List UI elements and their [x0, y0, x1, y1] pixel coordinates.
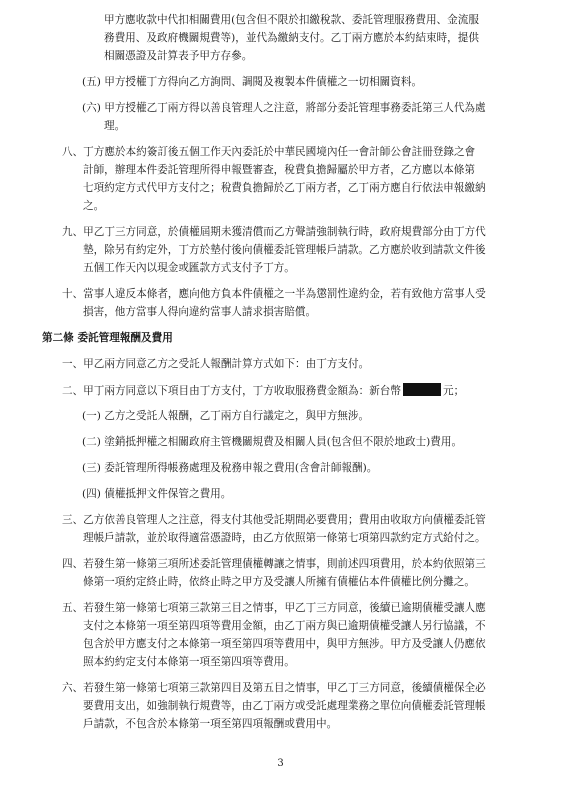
text-line: 之。	[83, 200, 105, 212]
text-line: 三、乙方依善良管理人之注意，得支付其他受託期間必要費用；費用由收取方向債權委託管	[62, 514, 486, 526]
text-line: (五) 甲方授權丁方得向乙方詢問、調閱及複製本件債權之一切相關資料。	[82, 76, 423, 88]
text-line: (四) 債權抵押文件保管之費用。	[82, 488, 232, 500]
text-line: 八、丁方應於本約簽訂後五個工作天內委託於中華民國境內任一會計師公會註冊登錄之會	[62, 146, 476, 158]
text-line: 一、甲乙兩方同意乙方之受託人報酬計算方式如下：由丁方支付。	[62, 358, 370, 370]
text-line: 務費用、及政府機關規費等)，並代為繳納支付。乙丁兩方應於本約結束時，提供	[104, 32, 479, 44]
text-line: 支付之本條第一項至第四項等費用金額，由乙丁兩方與已逾期債權受讓人另行協議，不	[83, 620, 486, 632]
text-line: 照本約約定支付本條第一項至第四項等費用。	[83, 656, 295, 668]
text-line: (一) 乙方之受託人報酬，乙丁兩方自行議定之，與甲方無涉。	[82, 410, 370, 422]
text-line: 計師，辦理本件委託管理所得申報暨審查，稅費負擔歸屬於甲方者，乙方應以本條第	[83, 164, 475, 176]
text-line: 戶請款，不包含於本條第一項至第四項報酬或費用中。	[83, 718, 338, 730]
text-line: 六、若發生第一條第七項第三款第四目及第五目之情事，甲乙丁三方同意，後續債權保全必	[62, 682, 486, 694]
text-fragment: 元；	[443, 385, 465, 397]
redaction-box	[403, 383, 441, 396]
page-number: 3	[277, 758, 284, 769]
text-line: (三) 委託管理所得帳務處理及稅務申報之費用(含會計師報酬)。	[82, 462, 378, 474]
text-line: 七項約定方式代甲方支付之；稅費負擔歸於乙丁兩方者，乙丁兩方應自行依法申報繳納	[83, 182, 486, 194]
text-line: 九、甲乙丁三方同意，於債權屆期未獲清償而乙方聲請強制執行時，政府規費部分由丁方代	[62, 226, 486, 238]
text-line: 甲方應收款中代扣相關費用(包含但不限於扣繳稅款、委託管理服務費用、金流服	[104, 14, 479, 26]
text-line: 理。	[104, 120, 126, 132]
section-heading: 第二條 委託管理報酬及費用	[42, 332, 173, 344]
text-line-with-redaction	[62, 383, 464, 398]
text-line: 包含於甲方應支付之本條第一項至第四項等費用中，與甲方無涉。甲方及受讓人仍應依	[83, 638, 486, 650]
text-line: (六) 甲方授權乙丁兩方得以善良管理人之注意，將部分委託管理事務委託第三人代為處	[82, 102, 486, 114]
text-line: 條第一項約定終止時，依終止時之甲方及受讓人所擁有債權佔本件債權比例分攤之。	[83, 576, 475, 588]
text-line: (二) 塗銷抵押權之相關政府主管機關規費及相關人員(包含但不限於地政士)費用。	[82, 436, 463, 448]
text-line: 四、若發生第一條第三項所述委託管理債權轉讓之情事，則前述四項費用，於本約依照第三	[62, 558, 486, 570]
text-line: 理帳戶請款，並於取得適當憑證時，由乙方依照第一條第七項第四款約定方式給付之。	[83, 532, 486, 544]
text-line: 五、若發生第一條第七項第三款第三目之情事，甲乙丁三方同意，後續已逾期債權受讓人應	[62, 602, 486, 614]
text-line: 相關憑證及計算表予甲方存參。	[104, 50, 253, 62]
text-line: 損害，他方當事人得向違約當事人請求損害賠償。	[83, 306, 317, 318]
text-line: 十、當事人違反本條者，應向他方負本件債權之一半為懲罰性違約金，若有致他方當事人受	[62, 288, 486, 300]
text-line: 墊，除另有約定外，丁方於墊付後向債權委託管理帳戶請款。乙方應於收到請款文件後	[83, 244, 486, 256]
text-line: 要費用支出，如強制執行規費等，由乙丁兩方或受託處理業務之單位向債權委託管理帳	[83, 700, 486, 712]
text-fragment: 二、甲丁兩方同意以下項目由丁方支付，丁方收取服務費金額為：新台幣	[62, 385, 401, 397]
text-line: 五個工作天內以現金或匯款方式支付予丁方。	[83, 262, 295, 274]
